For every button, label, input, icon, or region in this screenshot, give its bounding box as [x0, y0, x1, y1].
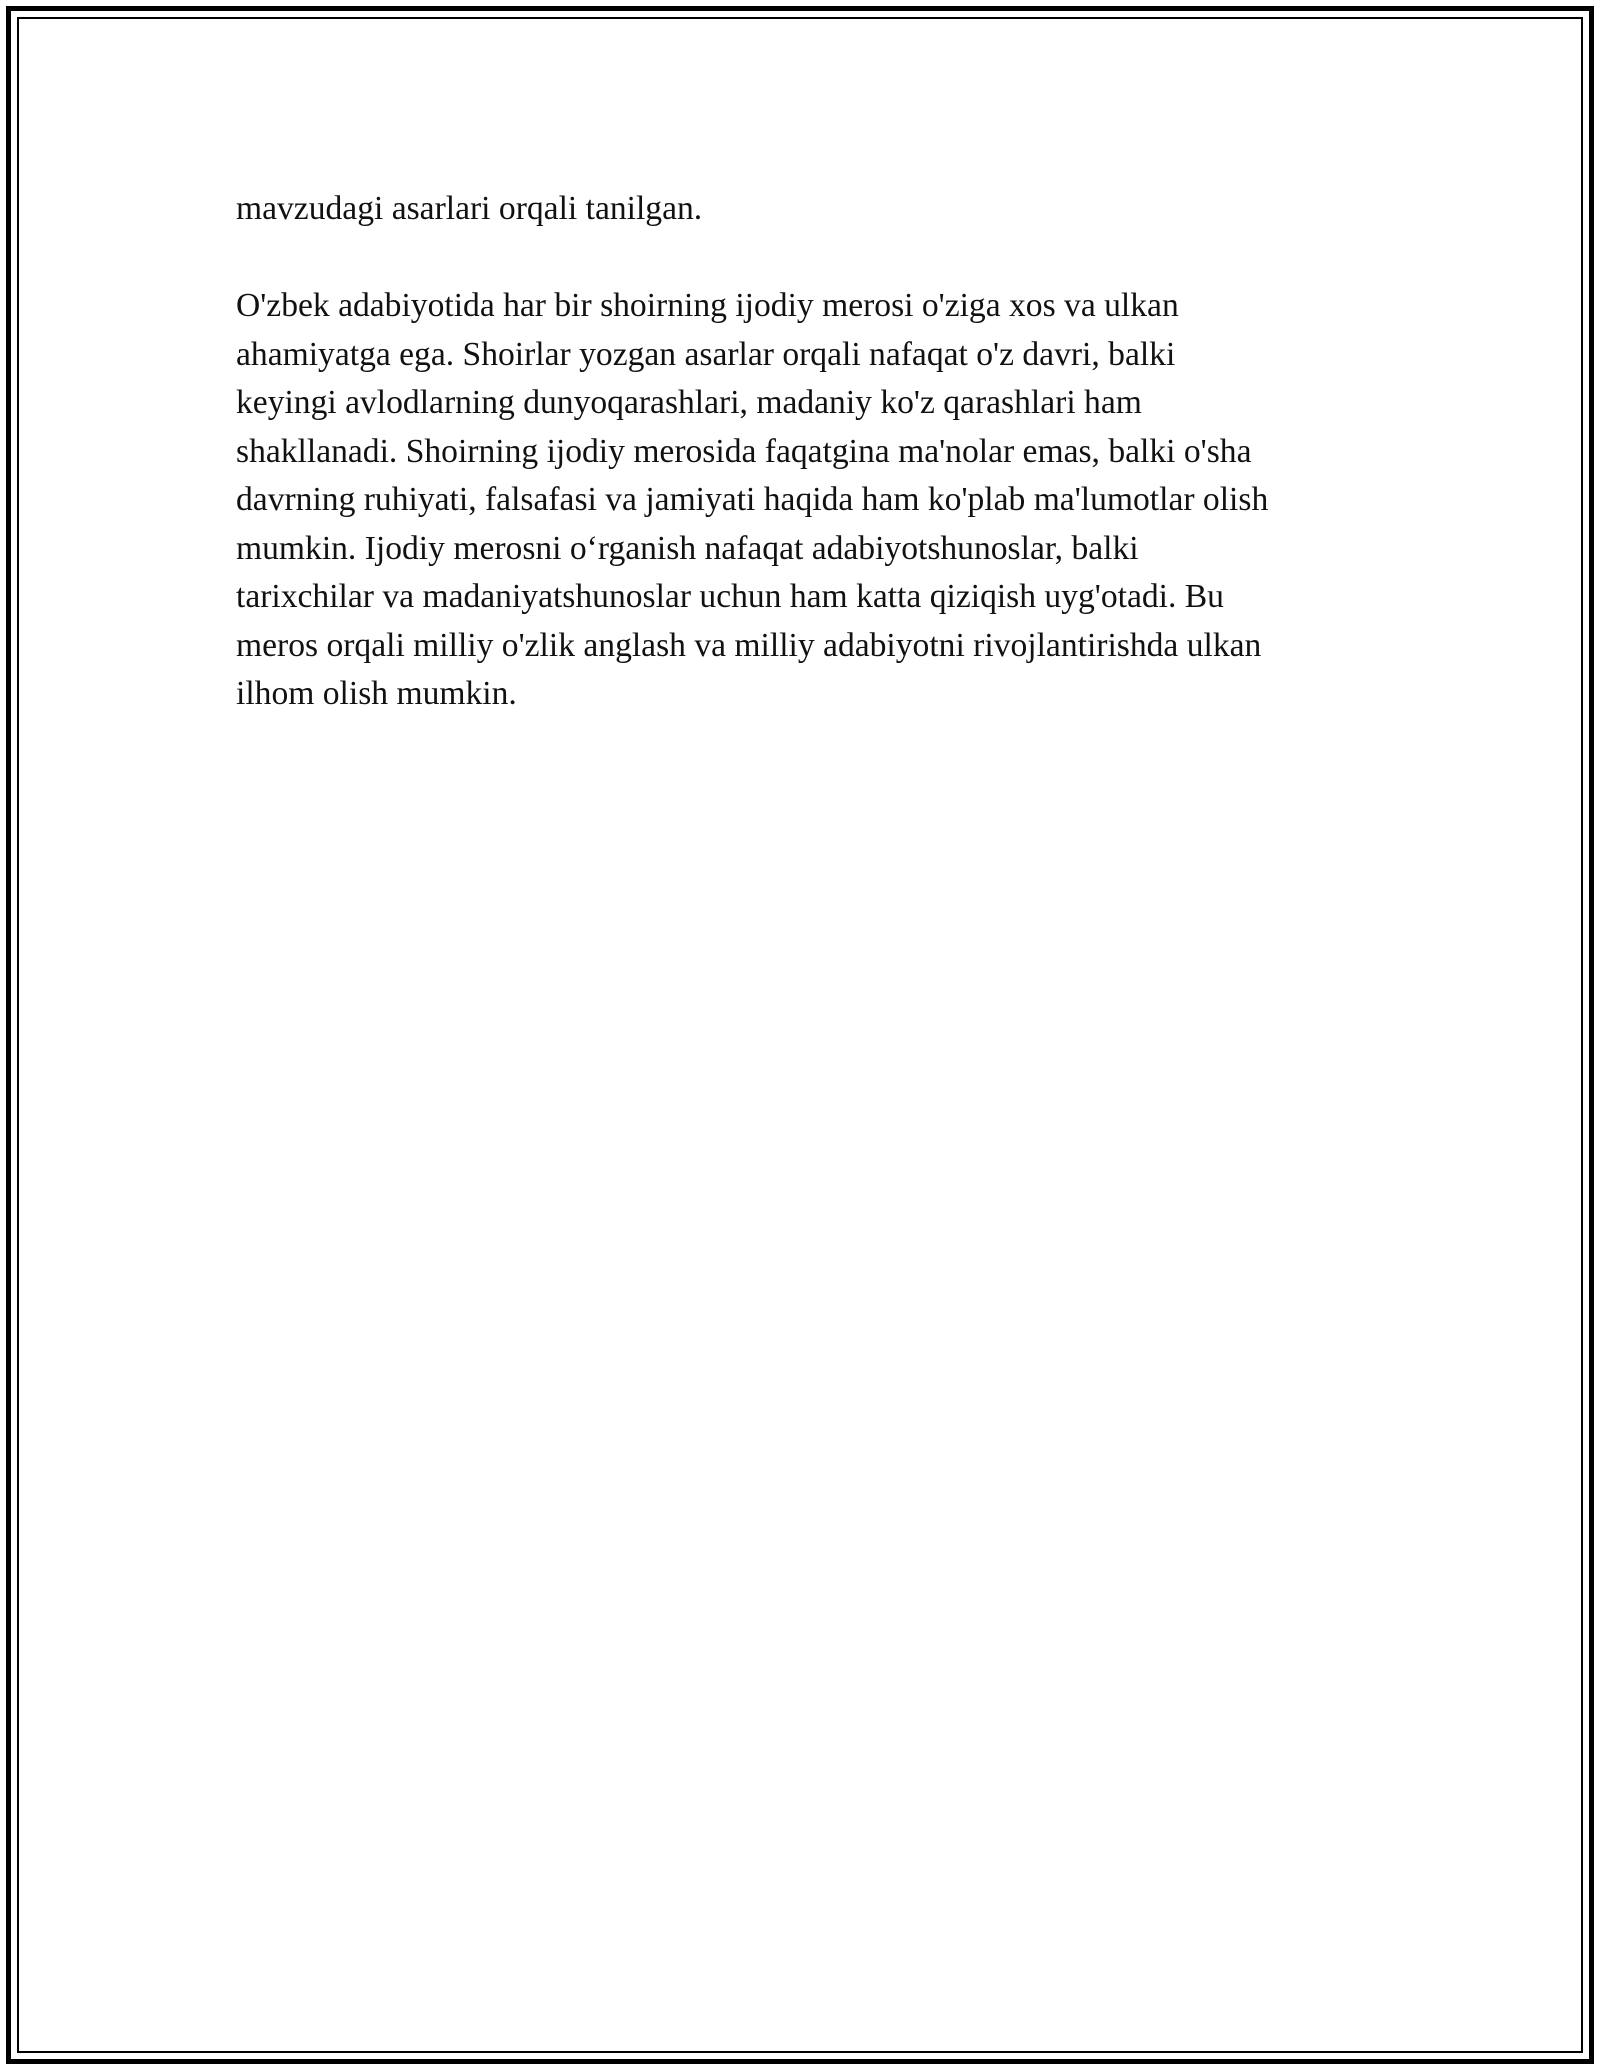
- text-line: keyingi avlodlarning dunyoqarashlari, madaniy ko'z qarashlari ham: [236, 384, 1142, 421]
- paragraph-spacer: [236, 234, 1386, 283]
- text-line: ilhom olish mumkin.: [236, 675, 517, 712]
- text-line: mumkin. Ijodiy merosni o‘rganish nafaqat adabiyotshunoslar, balki: [236, 529, 1139, 567]
- text-line: ahamiyatga ega. Shoirlar yozgan asarlar orqali nafaqat o'z davri, balki: [236, 335, 1176, 373]
- text-line: davrning ruhiyati, falsafasi va jamiyati haqida ham ko'plab ma'lumotlar olish: [236, 481, 1269, 518]
- text-line: O'zbek adabiyotida har bir shoirning ijodiy merosi o'ziga xos va ulkan: [236, 287, 1179, 324]
- text-line: meros orqali milliy o'zlik anglash va milliy adabiyotni rivojlantirishda ulkan: [236, 626, 1262, 664]
- paragraph-continuation: [236, 185, 1386, 234]
- text-line: mavzudagi asarlari orqali tanilgan.: [236, 190, 703, 227]
- text-line: shakllanadi. Shoirning ijodiy merosida faqatgina ma'nolar emas, balki o'sha: [236, 432, 1252, 470]
- paragraph-literary-heritage: [236, 282, 1386, 719]
- document-body: [236, 185, 1386, 719]
- text-line: tarixchilar va madaniyatshunoslar uchun ham katta qiziqish uyg'otadi. Bu: [236, 578, 1224, 615]
